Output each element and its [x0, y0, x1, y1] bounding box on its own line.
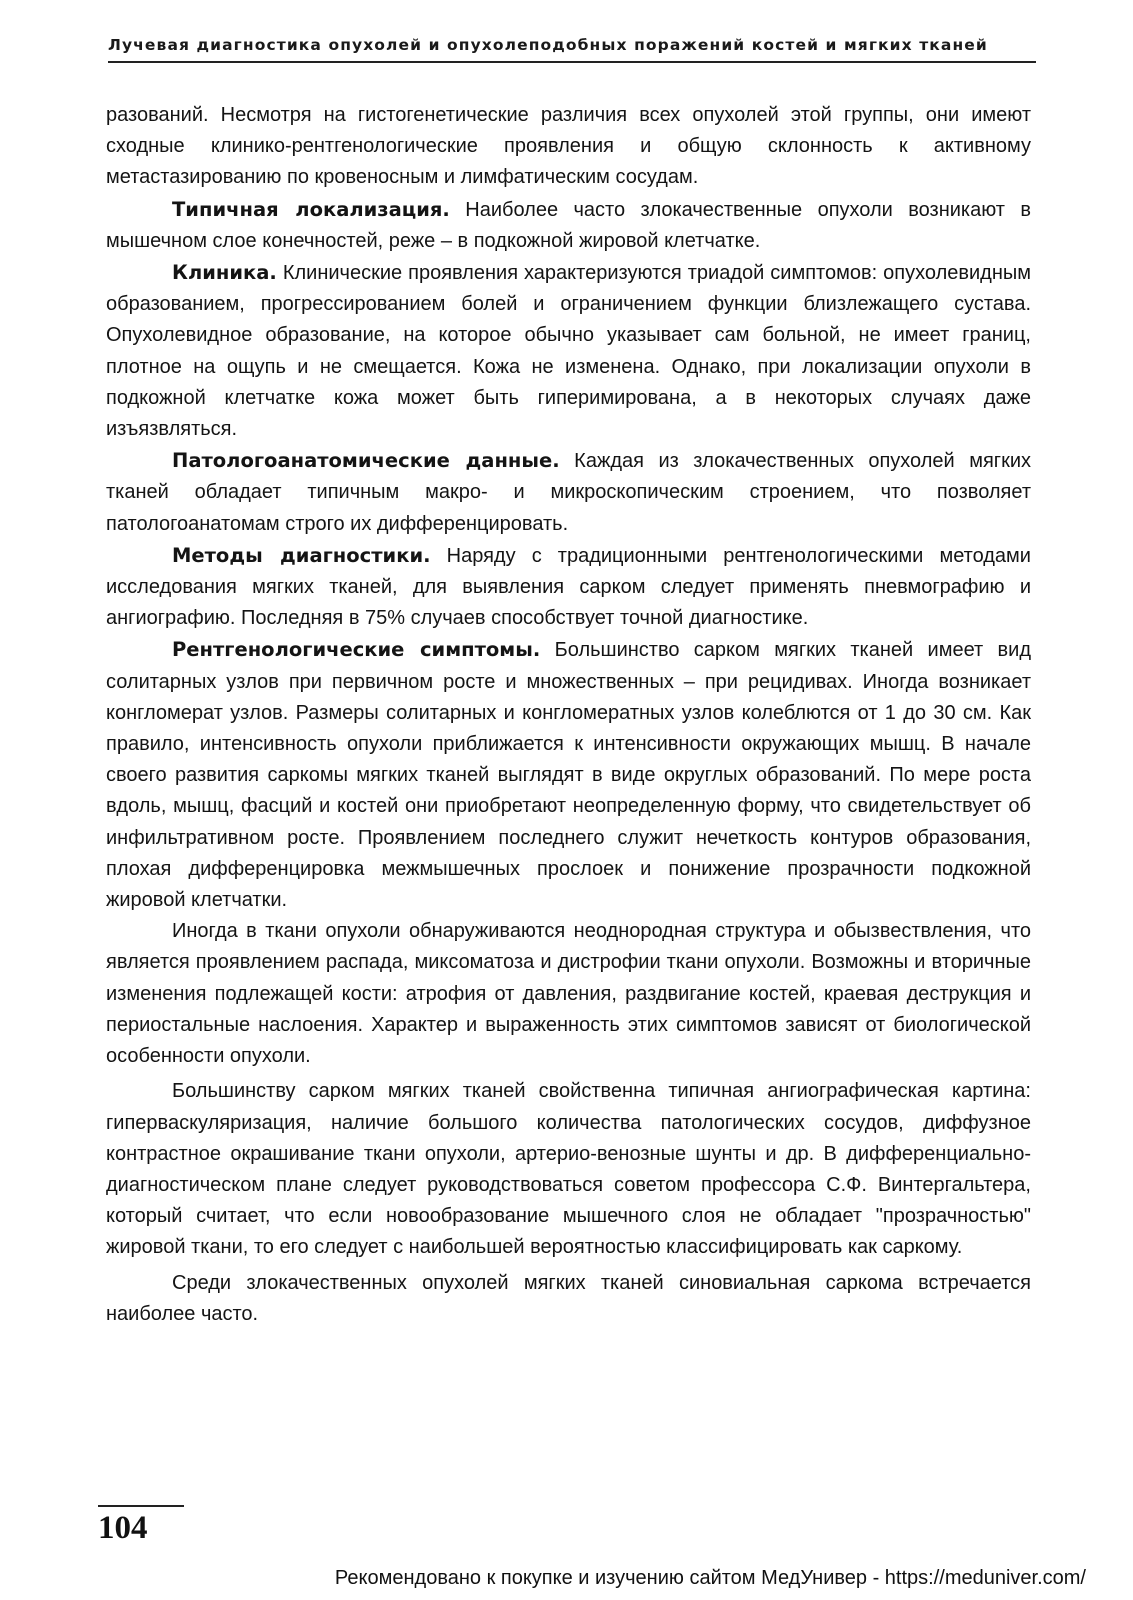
paragraph-xray-symptoms: [106, 634, 1031, 916]
paragraph-heading: Методы диагностики.: [172, 543, 431, 567]
folio-rule: [98, 1505, 184, 1507]
paragraph-heading: Патологоанатомические данные.: [172, 449, 560, 473]
paragraph-heading: Клиника.: [172, 261, 277, 285]
paragraph-synovial: [106, 1268, 1031, 1330]
header-rule: [108, 61, 1036, 63]
paragraph-text: Большинству сарком мягких тканей свойственна типичная ангиографическая картина: гиперваскуляризация, наличие большого количества патологических сосудов, диффузное контрастное окрашивание ткани опухоли, артерио-венозные шунты и др. В дифференциально-диагностическом плане следует руководствоваться советом профессора С.Ф. Винтергальтера, который считает, что если новообразование мышечного слоя не обладает "прозрачностью" жировой ткани, то его следует с наибольшей вероятностью классифицировать как саркому.: [106, 1080, 1031, 1259]
paragraph-text: разований. Несмотря на гистогенетические различия всех опухолей этой группы, они имеют сходные клинико-рентгенологические проявления и общую склонность к активному метастазированию по кровеносным и лимфатическим сосудам.: [106, 104, 1031, 189]
paragraph-methods: [106, 540, 1031, 635]
paragraph-text: Наряду с традиционными рентгенологическими методами исследования мягких тканей, для выявления сарком следует применять пневмографию и ангиографию. Последняя в 75% случаев способствует точной диагностике.: [106, 544, 1031, 630]
paragraph-text: Клинические проявления характеризуются триадой симптомов: опухолевидным образованием, прогрессированием болей и ограничением функции близлежащего сустава. Опухолевидное образование, на которое обычно указывает сам больной, не имеет границ, плотное на ощупь и не смещается. Кожа не изменена. Однако, при локализации опухоли в подкожной клетчатке кожа может быть гиперимирована, а в некоторых случаях даже изъязвляться.: [106, 262, 1031, 441]
paragraph-localization: [106, 194, 1031, 257]
main-text: [106, 100, 1031, 1330]
paragraph-heading: Рентгенологические симптомы.: [172, 638, 541, 662]
paragraph-clinic: [106, 257, 1031, 445]
running-title: Лучевая диагностика опухолей и опухолеподобных поражений костей и мягких тканей: [108, 36, 988, 54]
page-number: 104: [98, 1510, 148, 1546]
paragraph-text: Среди злокачественных опухолей мягких тканей синовиальная саркома встречается наиболее часто.: [106, 1271, 1031, 1325]
paragraph-structure: [106, 916, 1031, 1072]
paragraph-text: Большинство сарком мягких тканей имеет вид солитарных узлов при первичном росте и множественных – при рецидивах. Иногда возникает конгломерат узлов. Размеры солитарных и конгломератных узлов колеблются от 1 до 30 см. Как правило, интенсивность опухоли приближается к интенсивности окружающих мышц. В начале своего развития саркомы мягких тканей выглядят в виде округлых образований. По мере роста вдоль, мышц, фасций и костей они приобретают неопределенную форму, что свидетельствует об инфильтративном росте. Проявлением последнего служит нечеткость контуров образования, плохая дифференцировка межмышечных прослоек и понижение прозрачности подкожной жировой клетчатки.: [106, 639, 1031, 912]
paragraph-text: Каждая из злокачественных опухолей мягких тканей обладает типичным макро- и микроскопическим строением, что позволяет патологоанатомам строго их дифференцировать.: [106, 450, 1031, 535]
paragraph-text: Иногда в ткани опухоли обнаруживаются неоднородная структура и обызвествления, что является проявлением распада, миксоматоза и дистрофии ткани опухоли. Возможны и вторичные изменения подлежащей кости: атрофия от давления, раздвигание костей, краевая деструкция и периостальные наслоения. Характер и выраженность этих симптомов зависят от биологической особенности опухоли.: [106, 920, 1031, 1068]
paragraph-continuation: [106, 100, 1031, 194]
paragraph-angiography: [106, 1076, 1031, 1263]
paragraph-text: Наиболее часто злокачественные опухоли возникают в мышечном слое конечностей, реже – в подкожной жировой клетчатке.: [106, 198, 1032, 252]
paragraph-pathology: [106, 445, 1031, 540]
footer-note: Рекомендовано к покупке и изучению сайтом МедУнивер - https://meduniver.com/: [334, 1567, 1086, 1589]
paragraph-heading: Типичная локализация.: [172, 197, 450, 221]
